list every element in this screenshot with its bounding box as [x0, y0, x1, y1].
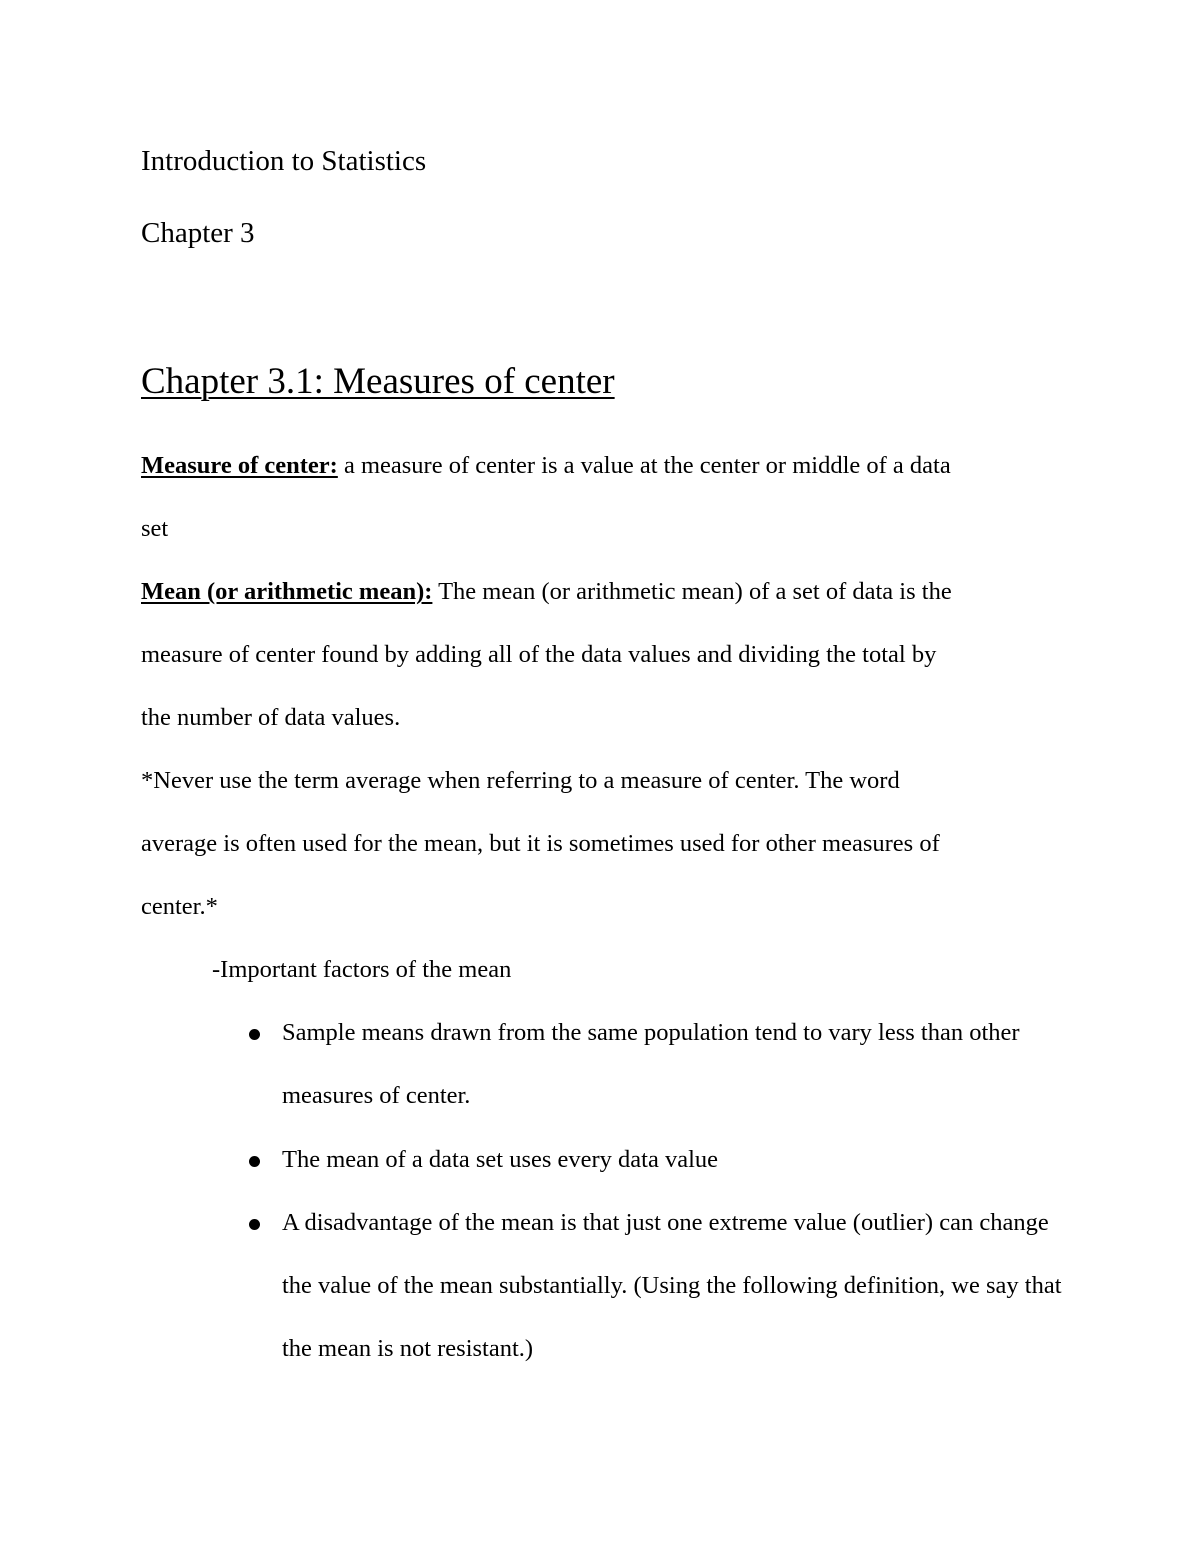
definition-text-line: measure of center found by adding all of the data values and dividing the total by	[141, 641, 937, 668]
bullet-item-text: measures of center.	[282, 1082, 471, 1109]
bullet-item-text: A disadvantage of the mean is that just one extreme value (outlier) can change	[282, 1209, 1049, 1236]
definition-term: Measure of center:	[141, 452, 338, 479]
definition-text: a measure of center is a value at the center or middle of a data	[337, 452, 951, 479]
note-line: *Never use the term average when referring to a measure of center. The word	[141, 767, 900, 794]
chapter-label: Chapter 3	[141, 217, 255, 249]
definition-text-line: set	[141, 515, 169, 542]
bullet-item-text: The mean of a data set uses every data value	[282, 1146, 719, 1173]
bullet-dot-icon	[249, 1156, 260, 1167]
factors-heading: -Important factors of the mean	[212, 956, 512, 983]
definition-text-line: the number of data values.	[141, 704, 401, 731]
bullet-item-text: the value of the mean substantially. (Using the following definition, we say that	[282, 1272, 1062, 1299]
definition-measure-of-center	[141, 451, 951, 481]
definition-term: Mean (or arithmetic mean):	[141, 578, 433, 605]
section-heading: Chapter 3.1: Measures of center	[141, 361, 615, 402]
bullet-item-text: the mean is not resistant.)	[282, 1335, 534, 1362]
definition-text: The mean (or arithmetic mean) of a set of data is the	[432, 578, 952, 605]
note-line: center.*	[141, 893, 218, 920]
definition-mean	[141, 577, 952, 607]
bullet-item-text: Sample means drawn from the same population tend to vary less than other	[282, 1019, 1020, 1046]
bullet-dot-icon	[249, 1219, 260, 1230]
note-line: average is often used for the mean, but it is sometimes used for other measures of	[141, 830, 940, 857]
course-title: Introduction to Statistics	[141, 145, 427, 177]
bullet-dot-icon	[249, 1029, 260, 1040]
